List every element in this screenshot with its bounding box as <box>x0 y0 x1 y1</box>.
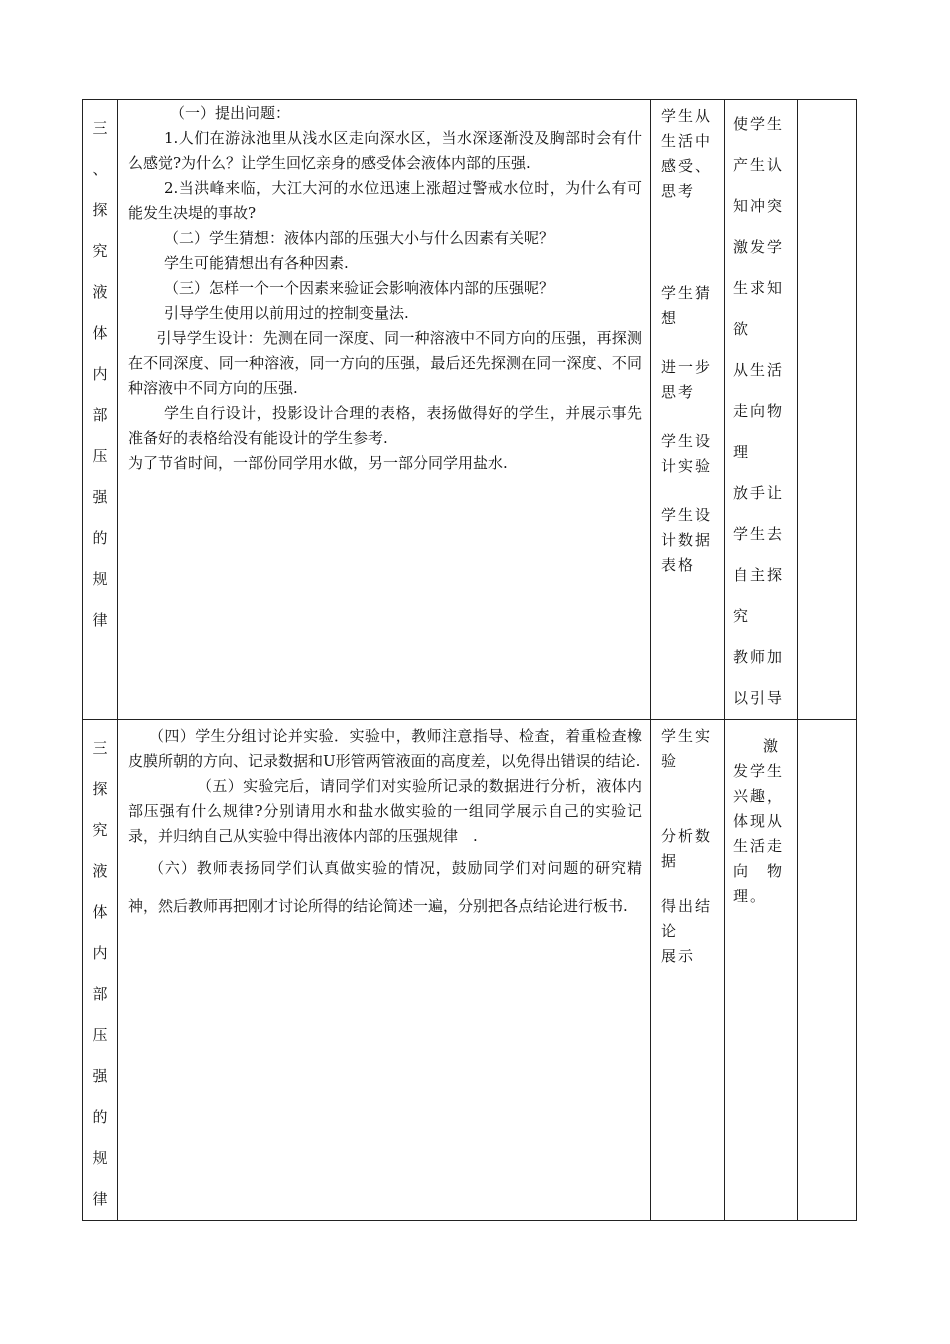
notes-cell <box>798 100 857 720</box>
intent-item: 从生活走向物理 <box>733 361 785 461</box>
content-paragraph: （一）提出问题： <box>170 104 291 122</box>
content-paragraph: 学生可能猜想出有各种因素. <box>164 254 349 272</box>
label-char: 探 <box>92 201 108 219</box>
label-char: 究 <box>92 821 108 839</box>
section-label <box>83 720 118 1221</box>
label-char: 的 <box>92 1108 108 1126</box>
intent-item: 放手让学生去自主探究 <box>733 484 785 625</box>
label-char: 律 <box>92 611 108 629</box>
label-char: 液 <box>92 862 108 880</box>
student-activity <box>651 720 725 1221</box>
content-paragraph: （五）实验完后，请同学们对实验所记录的数据进行分析，液体内部压强有什么规律?分别请用水和盐水做实验的一组同学展示自己的实验记录，并归纳自己从实验中得出液体内部的压强规律 . <box>128 777 642 845</box>
content-paragraph: （六）教师表扬同学们认真做实验的情况，鼓励同学们对问题的研究精神，然后教师再把刚才讨论所得的结论简述一遍，分别把各点结论进行板书. <box>128 859 642 915</box>
label-char: 规 <box>92 570 108 588</box>
label-char: 、 <box>92 160 108 178</box>
content-paragraph: （四）学生分组讨论并实验．实验中，教师注意指导、检查，着重检查橡皮膜所朝的方向、记录数据和U形管两管液面的高度差，以免得出错误的结论. <box>128 727 642 770</box>
label-char: 部 <box>92 985 108 1003</box>
content-paragraph: 2.当洪峰来临，大江大河的水位迅速上涨超过警戒水位时，为什么有可能发生决堤的事故? <box>128 179 642 222</box>
activity-item: 学生从生活中感受、思考 <box>661 107 713 200</box>
intent-item: 使学生产生认知冲突 <box>733 115 785 215</box>
label-char: 压 <box>92 447 108 465</box>
label-char: 规 <box>92 1149 108 1167</box>
label-char: 三 <box>92 739 108 757</box>
lesson-plan-table <box>82 99 857 1221</box>
intent-item: 激发学生兴趣，体现从生活走向 物理。 <box>733 737 785 905</box>
table-row <box>83 100 857 720</box>
content-paragraph: 引导学生设计：先测在同一深度、同一种溶液中不同方向的压强，再探测在不同深度、同一种溶液，同一方向的压强，最后还先探测在同一深度、不同种溶液中不同方向的压强. <box>128 329 642 397</box>
activity-item: 展示 <box>661 947 696 965</box>
activity-item: 学生猜想 <box>661 284 713 327</box>
content-paragraph: 为了节省时间，一部份同学用水做，另一部分同学用盐水. <box>128 454 508 472</box>
label-char: 究 <box>92 242 108 260</box>
label-char: 部 <box>92 406 108 424</box>
teaching-content <box>118 100 651 720</box>
activity-item: 进一步思考 <box>661 358 713 401</box>
teaching-content <box>118 720 651 1221</box>
content-paragraph: 1.人们在游泳池里从浅水区走向深水区，当水深逐渐没及胸部时会有什么感觉?为什么？让学生回忆亲身的感受体会液体内部的压强. <box>128 129 642 172</box>
intent-item: 教师加以引导 <box>733 648 785 707</box>
activity-item: 得出结论 <box>661 897 713 940</box>
intent-item: 激发学生求知欲 <box>733 238 785 338</box>
label-char: 液 <box>92 283 108 301</box>
activity-item: 分析数据 <box>661 827 713 870</box>
table-row <box>83 720 857 1221</box>
label-char: 内 <box>92 365 108 383</box>
content-paragraph: （三）怎样一个一个因素来验证会影响液体内部的压强呢？ <box>164 279 555 297</box>
label-char: 强 <box>92 488 108 506</box>
content-paragraph: （二）学生猜想：液体内部的压强大小与什么因素有关呢？ <box>164 229 555 247</box>
label-char: 压 <box>92 1026 108 1044</box>
content-paragraph: 引导学生使用以前用过的控制变量法. <box>164 304 409 322</box>
label-char: 强 <box>92 1067 108 1085</box>
section-label <box>83 100 118 720</box>
content-paragraph: 学生自行设计，投影设计合理的表格，表扬做得好的学生，并展示事先准备好的表格给没有能设计的学生参考. <box>128 404 642 447</box>
activity-item: 学生设计实验 <box>661 432 713 475</box>
activity-item: 学生设计数据表格 <box>661 506 713 574</box>
activity-item: 学生实验 <box>661 727 713 770</box>
design-intent <box>725 100 798 720</box>
label-char: 律 <box>92 1190 108 1208</box>
label-char: 探 <box>92 780 108 798</box>
notes-cell <box>798 720 857 1221</box>
design-intent <box>725 720 798 1221</box>
label-char: 体 <box>92 903 108 921</box>
label-char: 内 <box>92 944 108 962</box>
label-char: 的 <box>92 529 108 547</box>
student-activity <box>651 100 725 720</box>
label-char: 三 <box>92 119 108 137</box>
label-char: 体 <box>92 324 108 342</box>
